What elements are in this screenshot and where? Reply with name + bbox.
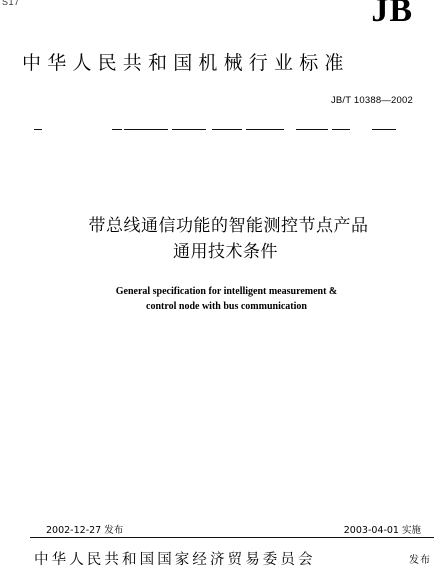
issue-date: 2002-12-27 发布 [46,525,124,536]
issuing-authority: 中华人民共和国国家经济贸易委员会 [34,552,316,568]
header-divider [34,129,396,131]
footer-divider [30,537,434,538]
document-title-chinese-line2: 通用技术条件 [173,242,278,262]
document-title-english [0,284,445,314]
standard-logo: JB [371,0,413,29]
document-title-english-line2: control node with bus communication [146,301,307,312]
standard-number: JB/T 10388—2002 [330,95,413,106]
document-title-english-line1: General specification for intelligent measurement & [115,286,338,297]
implementation-date: 2003-04-01 实施 [343,525,421,536]
document-title-chinese-line1: 带总线通信功能的智能测控节点产品 [88,216,369,236]
standard-category-title: 中华人民共和国机械行业标准 [22,52,350,74]
ics-code: S17 [2,0,20,7]
issuing-action: 发布 [409,555,431,566]
